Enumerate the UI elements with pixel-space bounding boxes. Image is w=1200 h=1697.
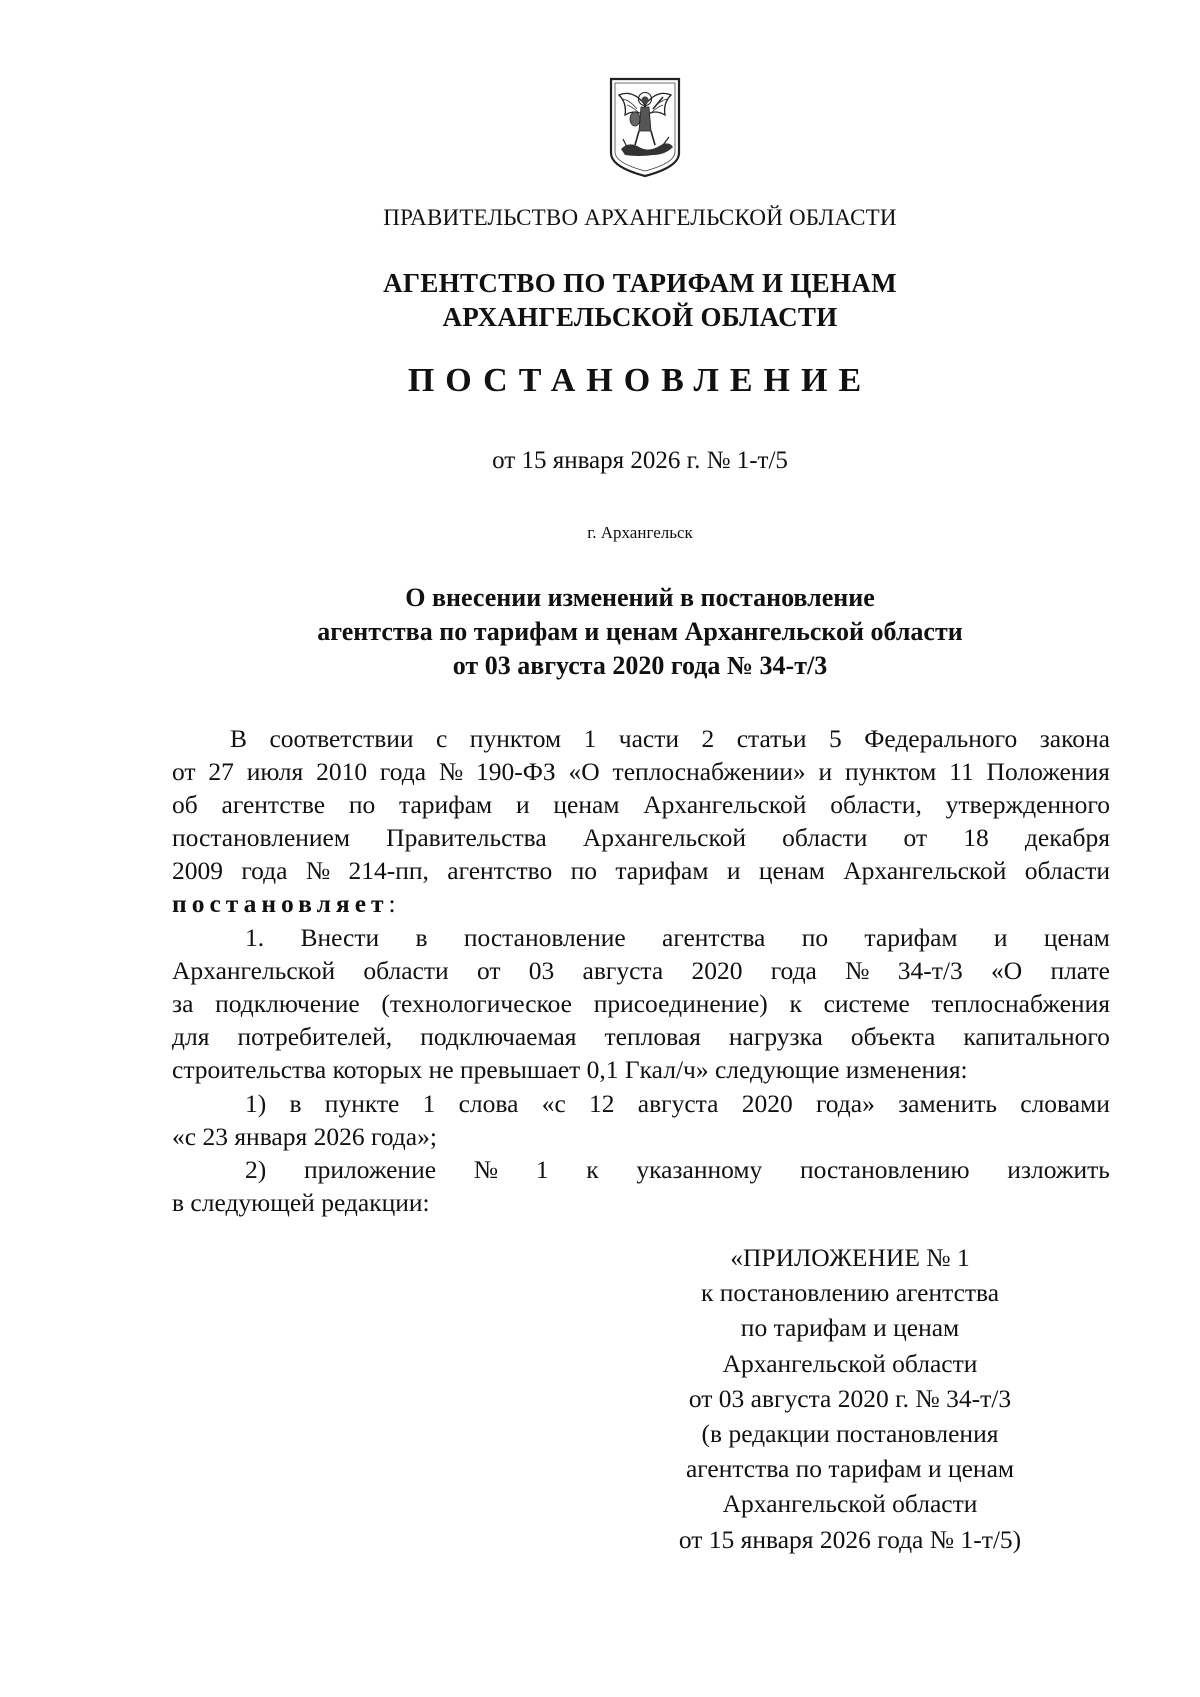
agency-name-line2: АРХАНГЕЛЬСКОЙ ОБЛАСТИ: [442, 302, 838, 332]
preamble-line5: 2009 года № 214-пп, агентство по тарифам и ценам Архангельской области: [172, 856, 1110, 885]
archangel-coat-of-arms-icon: [605, 75, 685, 180]
appendix-line: к постановлению агентства: [700, 1278, 1000, 1308]
item1-line4: для потребителей, подключаемая тепловая нагрузка объекта капитального: [172, 1022, 1110, 1051]
sub1-line2: «с 23 января 2026 года»;: [172, 1122, 437, 1151]
appendix-line: агентства по тарифам и ценам: [685, 1454, 1015, 1484]
appendix-line: от 15 января 2026 года № 1-т/5): [678, 1524, 1022, 1554]
preamble-line1: В соответствии с пунктом 1 части 2 статьи 5 Федерального закона: [230, 724, 1110, 753]
appendix-heading-block: [640, 1240, 1060, 1557]
item1-line1: 1. Внести в постановление агентства по тарифам и ценам: [245, 923, 1110, 952]
appendix-line: от 03 августа 2020 г. № 34-т/3: [688, 1383, 1012, 1413]
item1-line2: Архангельской области от 03 августа 2020 года № 34-т/3 «О плате: [172, 956, 1110, 985]
appendix-line: по тарифам и ценам: [740, 1313, 960, 1343]
subject-line2: агентства по тарифам и ценам Архангельской области: [317, 617, 963, 646]
sub1-line1: 1) в пункте 1 слова «с 12 августа 2020 года» заменить словами: [245, 1089, 1110, 1118]
appendix-line: (в редакции постановления: [701, 1419, 999, 1449]
government-name: ПРАВИТЕЛЬСТВО АРХАНГЕЛЬСКОЙ ОБЛАСТИ: [383, 205, 897, 230]
appendix-line: «ПРИЛОЖЕНИЕ № 1: [730, 1243, 970, 1272]
preamble-line4: постановлением Правительства Архангельской области от 18 декабря: [172, 823, 1110, 852]
appendix-line: Архангельской области: [722, 1489, 978, 1519]
decree-date-number: от 15 января 2026 г. № 1-т/5: [492, 447, 788, 474]
subject-line1: О внесении изменений в постановление: [405, 583, 875, 612]
sub2-line1: 2) приложение № 1 к указанному постановлению изложить: [245, 1155, 1110, 1184]
city-name: г. Архангельск: [587, 523, 693, 542]
item1-line3: за подключение (технологическое присоединение) к системе теплоснабжения: [172, 989, 1110, 1018]
item1-line5: строительства которых не превышает 0,1 Гкал/ч» следующие изменения:: [172, 1055, 968, 1084]
resolves-colon: :: [388, 889, 396, 918]
resolves-word: постановляет: [172, 889, 389, 918]
preamble-line2: от 27 июля 2010 года № 190-ФЗ «О теплоснабжении» и пунктом 11 Положения: [172, 757, 1110, 786]
subject-line3: от 03 августа 2020 года № 34-т/3: [452, 651, 828, 680]
appendix-line: Архангельской области: [722, 1348, 978, 1378]
agency-name-line1: АГЕНТСТВО ПО ТАРИФАМ И ЦЕНАМ: [383, 268, 897, 298]
document-type-title: ПОСТАНОВЛЕНИЕ: [407, 362, 873, 399]
sub2-line2: в следующей редакции:: [172, 1188, 430, 1217]
resolves-line: [172, 887, 1110, 920]
preamble-line3: об агентстве по тарифам и ценам Архангельской области, утвержденного: [172, 790, 1110, 819]
